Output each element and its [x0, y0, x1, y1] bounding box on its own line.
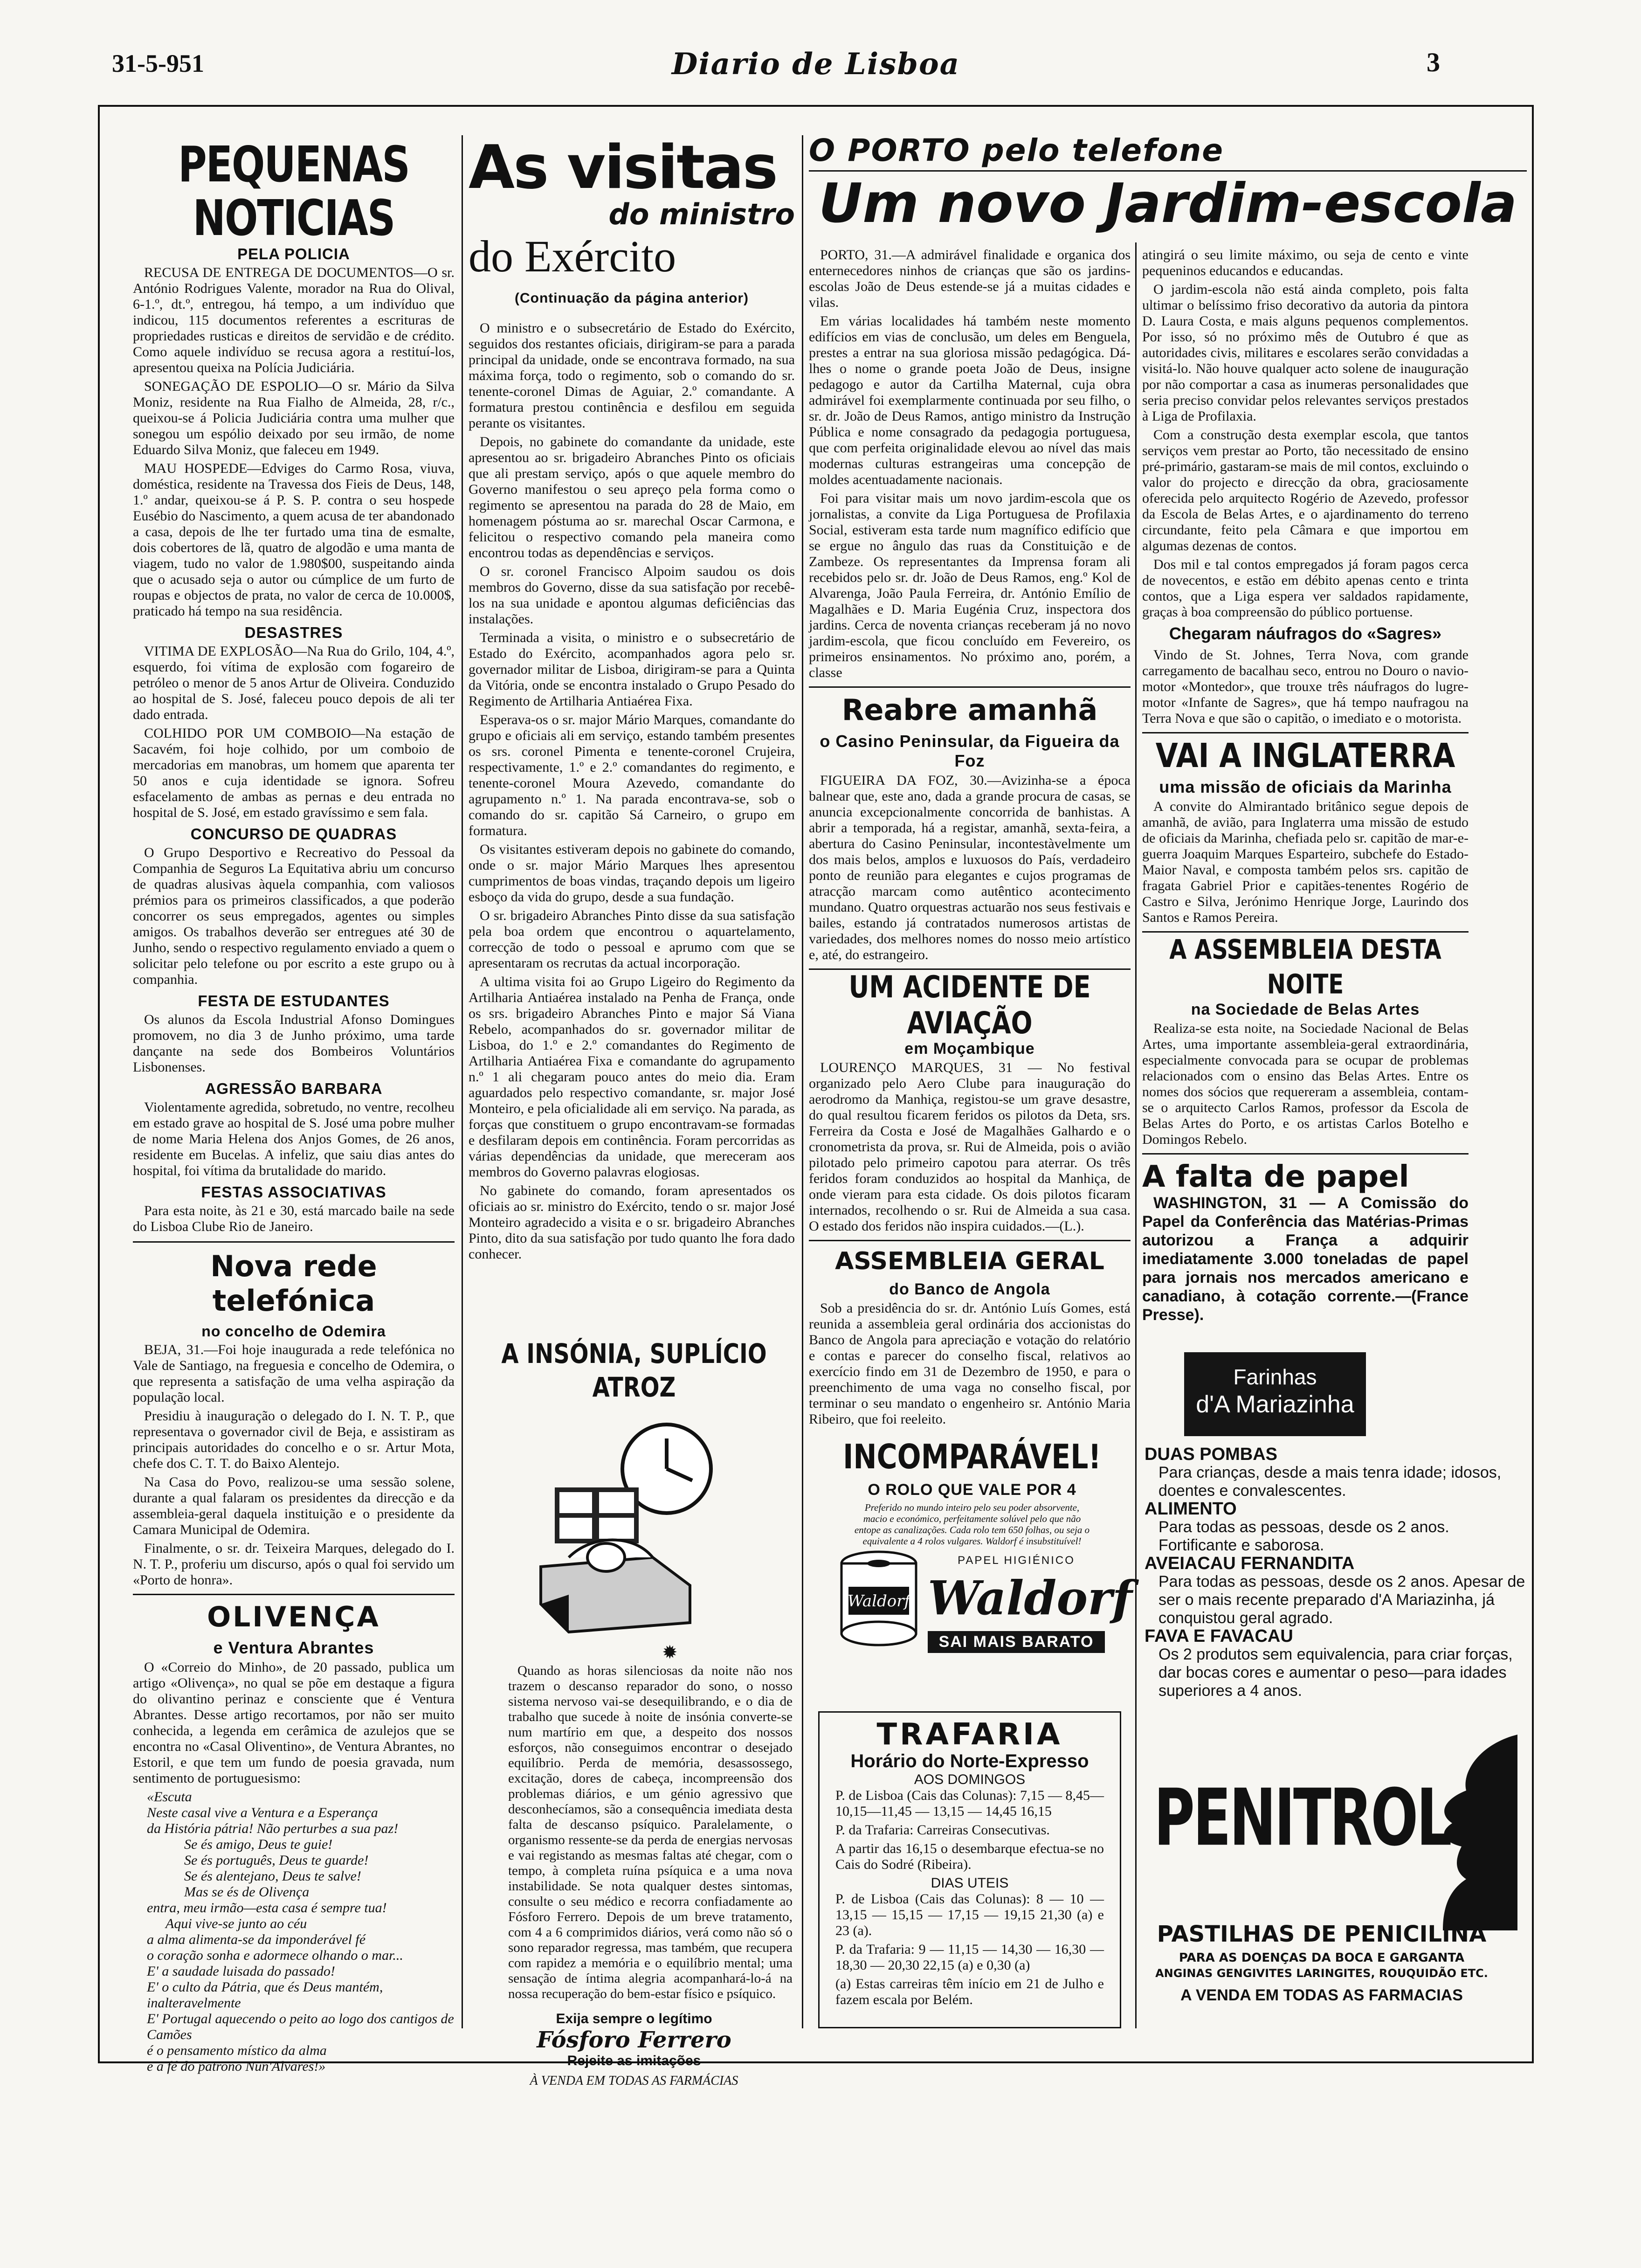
penitrol-ad	[1145, 1735, 1531, 2033]
news-paragraph: No gabinete do comando, foram apresentados os oficiais ao sr. ministro do Exército, tendo o sr. major José Monteiro agradecido a visita e o sr. brigadeiro Abranches Pinto, dito da sua satisfação por tudo quanto lhe fora dado conhecer.	[469, 1183, 795, 1262]
divider	[133, 1594, 455, 1595]
poem-line: Se és alentejano, Deus te salve!	[184, 1868, 361, 1884]
visitas-title-3: do Exército	[469, 231, 676, 281]
newspaper-title: Diario de Lisboa	[671, 47, 960, 82]
product-name: FAVA E FAVACAU	[1145, 1626, 1293, 1646]
penitrol-line-1: PASTILHAS DE PENICILINA	[1157, 1921, 1487, 1947]
papel-text: WASHINGTON, 31 — A Comissão do Papel da Conferência das Matérias-Primas autorizou a França a adquirir imediatamente 3.000 toneladas de papel para jornais nos mercados americano e canadiano, à cotação corrente.—(France Presse).	[1142, 1194, 1469, 1324]
news-paragraph: O sr. coronel Francisco Alpoim saudou os dois membros do Governo, disse da sua satisfação por recebê-los na sua unidade e apontou algumas deficiências das instalações.	[469, 564, 795, 627]
visitas-title-2: do ministro	[608, 197, 795, 231]
product-name: DUAS POMBAS	[1145, 1445, 1278, 1464]
divider	[133, 1241, 455, 1243]
aviacao-title: UM ACIDENTE DE AVIAÇÃO	[848, 969, 1091, 1041]
sagres-head: Chegaram náufragos do «Sagres»	[1169, 624, 1442, 643]
poem-line: «Escuta	[147, 1789, 192, 1805]
poem-line: E' o culto da Pátria, que és Deus mantém, inalteravelmente	[147, 1979, 383, 2011]
news-paragraph: O ministro e o subsecretário de Estado do Exército, seguidos dos restantes oficiais, dirigiram-se para a parada principal da unidade, onde se encontrava formado, na sua máxima força, todo o regimento, sob o comando do sr. tenente-coronel Dimas de Aguiar, 2.º comandante. A formatura prestou continência e desfilou em seguida perante os visitantes.	[469, 320, 795, 431]
jardim-title: Um novo Jardim-escola	[818, 172, 1517, 235]
news-paragraph: Com a construção desta exemplar escola, que tantos serviços vem prestar ao Porto, tão necessitado de ensino pré-primário, gastaram-se mais de mil contos, excluindo o valor do projecto e direcção da obra, graciosamente oferecida pelo arquitecto Rogério de Azevedo, professor da Escola de Belas Artes, e o ajardinamento do terreno circundante, feito pela Câmara e que importou em algumas dezenas de contos.	[1142, 427, 1469, 553]
farinhas-line-1: Farinhas	[1233, 1365, 1317, 1389]
schedule-line: P. de Lisboa (Cais das Colunas): 7,15 — 8,45—10,15—11,45 — 13,15 — 14,45 16,15	[835, 1788, 1104, 1819]
ad-line: Exija sempre o legítimo	[556, 2011, 712, 2026]
visitas-title: As visitas	[469, 133, 777, 202]
poem-line: E' Portugal aquecendo o peito ao logo dos cantigos de Camões	[147, 2011, 454, 2042]
trafaria-uteis: DIAS UTEIS	[931, 1875, 1009, 1891]
jardim-header	[809, 133, 1527, 234]
product-name: AVEIACAU FERNANDITA	[1145, 1554, 1355, 1573]
news-paragraph: Sob a presidência do sr. dr. António Luís Gomes, está reunida a assembleia geral ordinária dos accionistas do Banco de Angola para apreciação e votação do relatório e contas e parecer do conselho fiscal, relativos ao exercício findo em 31 de Dezembro de 1950, e para o preenchimento de uma vaga no conselho fiscal, por terminar o seu mandato o engenheiro sr. António Maria Ribeiro, que foi reeleito.	[809, 1300, 1131, 1427]
news-paragraph: O Grupo Desportivo e Recreativo do Pessoal da Companhia de Seguros La Equitativa abriu um concurso de quadras alusivas àquela companhia, com valiosos prémios para os primeiros classificados, a que poderão concorrer os seus empregados, agentes ou simples amigos. Os trabalhos deverão ser entregues até 30 de Junho, sendo o respectivo regulamento enviado a quem o solicitar pelo telefone ou por escrito a este grupo ou à companhia.	[133, 845, 455, 987]
news-paragraph: Vindo de St. Johnes, Terra Nova, com grande carregamento de bacalhau seco, entrou no Douro o navio-motor «Montedor», que trouxe três náufragos do lugre-motor «Infante de Sagres», que há tempo naufragou na Terra Nova e que são o capitão, o imediato e o motorista.	[1142, 647, 1469, 726]
news-paragraph: Esperava-os o sr. major Mário Marques, comandante do grupo e oficiais ali em serviço, estando também presentes os srs. coronel Pimenta e tenente-coronel Crujeira, respectivamente, 1.º e 2.º comandantes do regimento, e tenente-coronel Moura Azevedo, comandante do agrupamento n.º 1. Na parada encontrava-se, sob o comando do sr. capitão Sá Carneiro, o grupo em formatura.	[469, 712, 795, 838]
papel-title: A falta de papel	[1142, 1160, 1409, 1194]
issue-date: 31-5-951	[112, 49, 204, 77]
news-paragraph: O jardim-escola não está ainda completo, pois falta ultimar o belíssimo friso decorativo da autoria da pintora D. Laura Costa, e mais alguns pequenos complementos. Por isso, só no próximo mês de Outubro é que as autoridades civis, militares e escolares serão convidadas a visitá-lo. Não houve qualquer acto solene de inauguração por não comportar a casa as inumeras personalidades que seria preciso convidar pelos relevantes serviços prestados à Liga de Profilaxia.	[1142, 282, 1469, 424]
svg-text:Waldorf: Waldorf	[847, 1592, 910, 1611]
page-number: 3	[1427, 47, 1440, 77]
waldorf-subtitle: O ROLO QUE VALE POR 4	[868, 1481, 1076, 1499]
ferrero-brand: Fósforo Ferrero	[537, 2027, 731, 2053]
divider	[1142, 1153, 1469, 1155]
column-rule-2	[802, 135, 803, 2028]
news-paragraph: Os alunos da Escola Industrial Afonso Domingues promovem, no dia 3 de Junho próximo, uma tarde dançante na sede dos Bombeiros Voluntários Lisbonenses.	[133, 1012, 455, 1075]
news-paragraph: Finalmente, o sr. dr. Teixeira Marques, delegado do I. N. T. P., proferiu um discurso, após o qual foi servido um «Porto de honra».	[133, 1541, 455, 1588]
poem-line: a alma alimenta-se da imponderável fé	[147, 1932, 366, 1947]
poem-line: Mas se és de Olivença	[184, 1884, 310, 1900]
news-paragraph: O «Correio do Minho», de 20 passado, publica um artigo «Olivença», no qual se põe em destaque a figura do olivantino perinaz e consciente que é Ventura Abrantes. Desse artigo recortamos, por não ser muito conhecida, a legenda em cerâmica de azulejos que se encontra no «Casal Oliventino», de Ventura Abrantes, no Estoril, e que tem um fundo de poesia gravada, num sentimento de portuguesismo:	[133, 1660, 455, 1786]
schedule-line: A partir das 16,15 o desembarque efectua-se no Cais do Sodré (Ribeira).	[835, 1841, 1104, 1872]
news-paragraph: PORTO, 31.—A admirável finalidade e organica dos enternecedores ninhos de crianças que são os jardins-escolas João de Deus estende-se já a muitas cidades e vilas.	[809, 247, 1131, 310]
poem-line: Neste casal vive a Ventura e a Esperança	[147, 1805, 378, 1820]
section-head: FESTA DE ESTUDANTES	[198, 992, 390, 1010]
news-paragraph: atingirá o seu limite máximo, ou seja de cento e vinte pequeninos educandos e educandas.	[1142, 247, 1469, 278]
poem-line: Aqui vive-se junto ao céu	[165, 1916, 307, 1931]
trafaria-ad	[818, 1711, 1121, 2028]
news-paragraph: A ultima visita foi ao Grupo Ligeiro do Regimento da Artilharia Antiaérea instalado na Penha de França, onde os srs. brigadeiro Abranches Pinto e major Sá Viana Rebelo, acompanhados do sr. governador militar de Lisboa, do 1.º e 2.º comandantes do Regimento de Artilharia Antiaérea Fixa e comandante do agrupamento n.º 1 ali chegaram pouco antes do meio dia. Eram aguardados pelo respectivo comandante, sr. major José Monteiro, e pela oficialidade ali em serviço. Na parada, as forças que constituem o grupo encontravam-se formadas e desfilaram depois em continência. Foram percorridas as várias dependências da unidade, que mereceram aos membros do Governo palavras elogiosas.	[469, 974, 795, 1180]
news-paragraph: COLHIDO POR UM COMBOIO—Na estação de Sacavém, foi hoje colhido, por um comboio de mercadorias em manobras, um homem que aparenta ter 50 anos e cuja identidade se ignora. Sofreu esfacelamento de ambas as pernas e deu entrada no hospital de S. José, em estado gravíssimo e sem fala.	[133, 726, 455, 820]
news-paragraph: A convite do Almirantado britânico segue depois de amanhã, de avião, para Inglaterra uma missão de estudo de oficiais da Marinha, chefiada pelo sr. capitão de mar-e-guerra Joaquim Marques Esparteiro, subchefe do Estado-Maior Naval, e composta também pelos srs. capitão de fragata Gabriel Prior e capitães-tenentes Rogério de Castro e Silva, Jerónimo Henrique Jorge, Laurindo dos Santos e Ramos Pereira.	[1142, 799, 1469, 925]
olivenca-subtitle: e Ventura Abrantes	[213, 1638, 374, 1657]
column-4	[1142, 247, 1469, 1327]
divider	[1142, 732, 1469, 733]
ad-line: Rejeite as imitações	[567, 2053, 701, 2068]
news-paragraph: Para esta noite, às 21 e 30, está marcado baile na sede do Lisboa Clube Rio de Janeiro.	[133, 1203, 455, 1234]
news-paragraph: Terminada a visita, o ministro e o subsecretário de Estado do Exército, acompanhados agora pelo sr. governador militar de Lisboa, dirigiram-se para a Quinta da Vitória, onde se encontra instalado o Grupo Pesado do Regimento de Artilharia Antiaérea Fixa.	[469, 630, 795, 709]
schedule-line: P. da Trafaria: 9 — 11,15 — 14,30 — 16,30 — 18,30 — 20,30 22,15 (a) e 0,30 (a)	[835, 1942, 1104, 1973]
assembleia-noite-subtitle: na Sociedade de Belas Artes	[1191, 1001, 1420, 1018]
column-2	[469, 133, 795, 1265]
section-title: PEQUENAS NOTICIAS	[178, 136, 409, 247]
waldorf-title: INCOMPARÁVEL!	[843, 1438, 1101, 1477]
news-paragraph: BEJA, 31.—Foi hoje inaugurada a rede telefónica no Vale de Santiago, na freguesia e concelho de Odemira, o que representa a satisfação de uma velha aspiração da população local.	[133, 1342, 455, 1405]
poem	[147, 1789, 455, 2074]
product-name: ALIMENTO	[1145, 1499, 1237, 1519]
news-paragraph: RECUSA DE ENTREGA DE DOCUMENTOS—O sr. António Rodrigues Valente, morador na Rua do Olival, 6-1.º, dt.º, entregou, há tempo, a um indivíduo que indicou, 115 documentos referentes a escrituras de propriedades rusticas e direitos de servidão e de crédito. Como aquele indivíduo se recusa agora a restituí-los, apresentou queixa na Polícia Judiciária.	[133, 265, 455, 375]
news-paragraph: FIGUEIRA DA FOZ, 30.—Avizinha-se a época balnear que, este ano, dada a grande procura de casas, se anuncia excepcionalmente concorrida de banhistas. A abrir a temporada, há a registar, amanhã, sexta-feira, a abertura do Casino Peninsular, incontestàvelmente um dos mais belos, amplos e luxuosos do País, verdadeiro ponto de reunião para elegantes e cujos programas de atracção marcam como autêntico acontecimento mundano. Quatro orquestras actuarão nos seus festivais e bailes, estando já contratados numerosos artistas de variedades, dos melhores nomes do nosso meio artístico e, até, do estrangeiro.	[809, 773, 1131, 962]
news-paragraph: SONEGAÇÃO DE ESPOLIO—O sr. Mário da Silva Moniz, residente na Rua Fialho de Almeida, 28, r/c., queixou-se á Policia Judiciária contra uma mulher que sonegou um espólio deixado por seu irmão, de nome Eduardo Silva Moniz, que faleceu em 1949.	[133, 379, 455, 457]
product-text: Para crianças, desde a mais tenra idade; idosos, doentes e convalescentes.	[1158, 1464, 1502, 1500]
news-paragraph: Dos mil e tal contos empregados já foram pagos cerca de novecentos, e estão em débito apenas cento e trinta contos, que a Liga espera ver saldados rapidamente, graças à boa compreensão do público portuense.	[1142, 557, 1469, 620]
news-paragraph: Os visitantes estiveram depois no gabinete do comando, onde o sr. major Mário Marques lhes apresentou cumprimentos de boas vindas, traçando depois um ligeiro esboço da vida do grupo, desde a sua fundação.	[469, 842, 795, 905]
farinhas-list	[1145, 1445, 1527, 1700]
column-rule-1	[462, 135, 463, 2028]
penitrol-line-2: PARA AS DOENÇAS DA BOCA E GARGANTA	[1179, 1951, 1465, 1965]
ad-line: À VENDA EM TODAS AS FARMÁCIAS	[530, 2074, 738, 2088]
news-paragraph: Em várias localidades há também neste momento edifícios em vias de conclusão, um deles em Benguela, prestes a entrar na sua gloriosa missão pedagógica. Dá-lhes o nome o grande poeta João de Deus, insigne pedagogo e autor da Cartilha Maternal, cuja obra admirável foi exemplarmente continuada por seu filho, o sr. dr. João de Deus Ramos, antigo ministro da Instrução Pública e nome consagrado da pedagogia portuguesa, que com perfeita originalidade elevou ao nível das mais modernas culturas estrangeiras uma concepção de moldes acentuadamente nacionais.	[809, 313, 1131, 487]
assembleia-title: ASSEMBLEIA GERAL	[835, 1247, 1104, 1275]
trafaria-domingos: AOS DOMINGOS	[914, 1772, 1026, 1787]
penitrol-line-3: ANGINAS GENGIVITES LARINGITES, ROUQUIDÃO ETC.	[1155, 1967, 1488, 1980]
poem-line: E' a saudade luisada do passado!	[147, 1964, 335, 1979]
pill-icon: ✹	[662, 1642, 678, 1663]
column-1	[133, 136, 455, 2074]
ad-text: Quando as horas silenciosas da noite não nos trazem o descanso reparador do sono, o nosso sistema nervoso vai-se desequilibrando, e o dia de trabalho que sucede à noite de insónia converte-se num martírio em que, a despeito dos nossos esforços, não conseguimos encontrar o desejado equilíbrio. Perda de memória, desassossego, excitação, dores de cabeça, incompreensão dos problemas diários, e um génio agressivo que desconhecíamos, são a consequência imediata desta falta de descanso psíquico. Paralelamente, o organismo ressente-se da perda de energias nervosas e vai registando as mesmas faltas até chegar, com o tempo, à completa ruína psíquica e a uma nova instabilidade. Se nota qualquer destes sintomas, consulte o seu médico e recorra confiadamente ao Fósforo Ferrero. Depois de um breve tratamento, com 4 a 6 comprimidos diários, verá como não só o sono reparador regressa, mas também, que recupera com rapidez a memória e o equilíbrio mental; uma sensação de íntima alegria acompanhará-lo-á na nossa recuperação do bem-estar físico e psíquico.	[508, 1663, 793, 2001]
schedule-line: (a) Estas carreiras têm início em 21 de Julho e fazem escala por Belém.	[835, 1976, 1104, 2007]
farinhas-line-2: d'A Mariazinha	[1196, 1391, 1354, 1418]
news-paragraph: Presidiu à inauguração o delegado do I. N. T. P., que representava o governador civil de Beja, e assistiram as principais autoridades do concelho e o sr. Artur Mota, chefe dos C. T. T. do Baixo Alentejo.	[133, 1408, 455, 1471]
divider	[809, 170, 1527, 172]
section-head: DESASTRES	[244, 624, 343, 641]
poem-line: da História pátria! Não perturbes a sua paz!	[147, 1821, 399, 1836]
news-paragraph: Depois, no gabinete do comandante da unidade, este apresentou ao sr. brigadeiro Abranches Pinto os oficiais que ali prestam serviço, após o que aquele membro do Governo manifestou o seu apreço pela forma como o regimento se apresentou na parada do 28 de Maio, em homenagem póstuma ao sr. marechal Oscar Carmona, e felicitou o respectivo comando pela maneira como encontrou todas as dependências e serviços.	[469, 434, 795, 560]
divider	[809, 686, 1131, 688]
olivenca-title: OLIVENÇA	[207, 1601, 380, 1633]
schedule-line: P. da Trafaria: Carreiras Consecutivas.	[835, 1822, 1050, 1838]
news-paragraph: Realiza-se esta noite, na Sociedade Nacional de Belas Artes, uma importante assembleia-geral extraordinária, especialmente convocada para se ocupar de problemas relacionados com o ensino das Belas Artes. Entre os nomes dos sócios que requereram a assembleia, contam-se o arquitecto Carlos Ramos, professor da Escola de Belas Artes do Porto, e os artistas Carlos Botelho e Domingos Rebelo.	[1142, 1021, 1469, 1147]
assembleia-subtitle: do Banco de Angola	[889, 1280, 1050, 1298]
inglaterra-title: VAI A INGLATERRA	[1155, 736, 1455, 775]
news-paragraph: Na Casa do Povo, realizou-se uma sessão solene, durante a qual falaram os presidentes da direcção e da assembleia-geral daquela instituição e o presidente da Camara Municipal de Odemira.	[133, 1474, 455, 1537]
news-paragraph: O sr. brigadeiro Abranches Pinto disse da sua satisfação pela boa ordem que encontrou o aquartelamento, correcção de todo o pessoal e aprumo com que se apresentaram os recrutas da actual incorporação.	[469, 908, 795, 971]
product-text: Os 2 produtos sem equivalencia, para criar forças, dar bocas cores e aumentar o peso—para idades superiores a 4 anos.	[1158, 1646, 1513, 1700]
section-head: AGRESSÃO BARBARA	[205, 1080, 383, 1097]
column-rule-3	[1135, 242, 1137, 2028]
column-3	[809, 247, 1131, 1430]
aviacao-subtitle: em Moçambique	[904, 1040, 1035, 1058]
rede-title: Nova rede telefónica	[210, 1249, 377, 1318]
porto-kicker: O PORTO pelo telefone	[809, 132, 1224, 168]
poem-line: e a fé do patrono Nun'Alvares!»	[147, 2059, 326, 2074]
ad-title: A INSÓNIA, SUPLÍCIO ATROZ	[501, 1338, 767, 1404]
section-head: CONCURSO DE QUADRAS	[190, 825, 397, 843]
penitrol-line-4: A VENDA EM TODAS AS FARMACIAS	[1180, 1986, 1463, 2004]
poem-line: Se és amigo, Deus te guie!	[184, 1837, 333, 1852]
penitrol-brand: PENITROL	[1154, 1773, 1450, 1864]
sleepless-man-illustration	[513, 1418, 737, 1637]
continuation-note: (Continuação da página anterior)	[514, 290, 749, 306]
rede-subtitle: no concelho de Odemira	[201, 1323, 386, 1340]
inglaterra-subtitle: uma missão de oficiais da Marinha	[1159, 777, 1452, 796]
waldorf-label: PAPEL HIGIÉNICO	[958, 1554, 1075, 1567]
news-paragraph: MAU HOSPEDE—Edviges do Carmo Rosa, viuva, doméstica, residente na Travessa dos Fieis de Deus, 148, 1.º andar, queixou-se á P. S. P. contra o seu hospede Eusébio do Nascimento, a quem acusa de ter abandonado a casa, depois de lhe ter furtado uma tina de esmalte, dois cobertores de lã, quatro de algodão e uma manta de viagem, tudo no valor de 1.980$00, suspeitando ainda que o acusado seja o autor ou cúmplice de um furto de roupas e objectos de prata, no valor de cerca de 10.000$, praticado há tempo na sua residência.	[133, 461, 455, 619]
farinhas-logo	[1184, 1352, 1366, 1436]
trafaria-title: TRAFARIA	[876, 1717, 1063, 1752]
news-paragraph: Violentamente agredida, sobretudo, no ventre, recolheu em estado grave ao hospital de S. José uma pobre mulher de nome Maria Helena dos Anjos Gomes, de 26 anos, residente em Bucelas. A infeliz, que saiu dias antes do hospital, foi vítima da brutalidade do marido.	[133, 1099, 455, 1178]
waldorf-brand: Waldorf	[928, 1570, 1132, 1625]
product-text: Para todas as pessoas, desde os 2 anos. Fortificante e saborosa.	[1158, 1518, 1449, 1554]
waldorf-product	[834, 1549, 1132, 1652]
divider	[809, 1240, 1131, 1241]
toilet-roll-icon	[834, 1549, 923, 1647]
section-head: FESTAS ASSOCIATIVAS	[201, 1183, 386, 1201]
product-text: Para todas as pessoas, desde os 2 anos. Apesar de ser o mais recente preparado d'A Mariazinha, já conquistou geral agrado.	[1158, 1573, 1525, 1627]
waldorf-bar: SAI MAIS BARATO	[928, 1631, 1105, 1653]
poem-line: o coração sonha e adormece olhando o mar...	[147, 1948, 403, 1963]
assembleia-noite-title: A ASSEMBLEIA DESTA NOITE	[1169, 934, 1441, 1000]
news-paragraph: LOURENÇO MARQUES, 31 — No festival organizado pelo Aero Clube para inauguração do aerodromo da Manhiça, registou-se um grave desastre, do qual resultou ficarem feridos os pilotos da Deta, srs. Ferreira da Costa e José de Magalhães Galhardo e o cronometrista da prova, sr. Rui de Almeida, pois o avião pilotado pelo primeiro capotou para aterrar. Os três feridos foram conduzidos ao hospital da Manhiça, de onde vieram para esta cidade. Os dois pilotos ficaram internados, recolhendo o sr. Rui de Almeida a sua casa. O estado dos feridos não inspira cuidados.—(L.).	[809, 1060, 1131, 1234]
waldorf-ad	[834, 1438, 1132, 1688]
waldorf-text: Preferido no mundo inteiro pelo seu poder absorvente, macio e económico, perfeitamente solúvel pelo que não entope as canalizações. Cada rolo tem 650 folhas, ou seja o equivalente a 4 rolos vulgares. Waldorf é insubstituível!	[854, 1502, 1090, 1547]
insonia-ad	[476, 1324, 793, 2088]
reabre-subtitle: o Casino Peninsular, da Figueira da Foz	[820, 732, 1120, 770]
section-head: PELA POLICIA	[237, 245, 350, 263]
news-paragraph: Foi para visitar mais um novo jardim-escola que os jornalistas, a convite da Liga Portuguesa de Profilaxia Social, estiveram esta tarde num magnífico edifício que se ergue no ângulo das ruas da Constituição e de Zambeze. Os representantes da Imprensa foram ali recebidos pelo sr. dr. João de Deus Ramos, eng.º Kol de Alvarenga, João Paula Ferreira, dr. António Emílio de Magalhães e D. Maria Eugénia Cruz, inspectora dos jardins. Cerca de noventa crianças receberam já no novo jardim-escola, que ficou concluído em Fevereiro, os primeiros ensinamentos. No próximo ano, porém, a classe	[809, 491, 1131, 680]
schedule-line: P. de Lisboa (Cais das Colunas): 8 — 10 — 13,15 — 15,15 — 17,15 — 19,15 21,30 (a) e 23 (a).	[835, 1891, 1104, 1938]
news-paragraph: VITIMA DE EXPLOSÃO—Na Rua do Grilo, 104, 4.º, esquerdo, foi vítima de explosão com fogareiro de petróleo o menor de 5 anos Artur de Oliveira. Conduzido ao hospital de S. José, faleceu pouco depois de ali ter dado entrada.	[133, 643, 455, 722]
reabre-title: Reabre amanhã	[841, 693, 1098, 727]
poem-line: é o pensamento místico da alma	[147, 2043, 327, 2058]
trafaria-subtitle: Horário do Norte-Expresso	[850, 1751, 1089, 1771]
poem-line: Se és português, Deus te guarde!	[184, 1853, 369, 1868]
poem-line: entra, meu irmão—esta casa é sempre tua!	[147, 1900, 387, 1915]
